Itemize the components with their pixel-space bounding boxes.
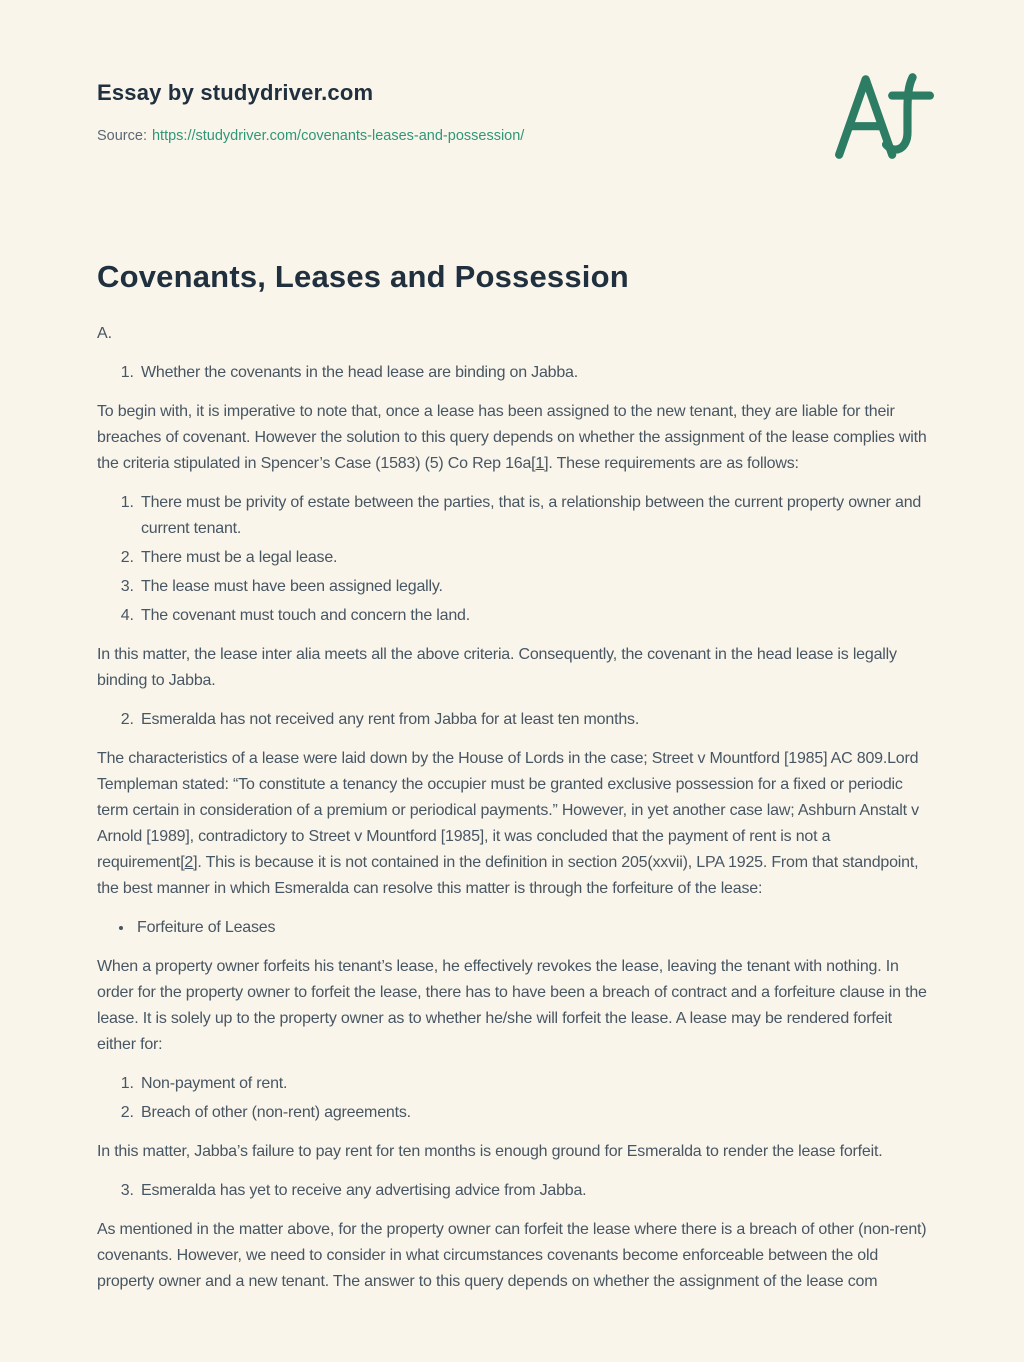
text-run: The covenant must touch and concern the land. <box>141 607 470 624</box>
list-item <box>138 490 931 542</box>
list-item <box>138 545 931 571</box>
article-title: Covenants, Leases and Possession <box>97 259 629 294</box>
text-run: There must be a legal lease. <box>141 549 338 566</box>
text-run: . This is because it is not contained in the definition in section 205(xxvii), LPA 1925. From that standpoint, the best manner in which Esmeralda can resolve this matter is through the forfeiture of the lease: <box>97 854 919 897</box>
list-item <box>138 1178 931 1204</box>
list-item <box>134 915 931 941</box>
source-line <box>97 128 931 144</box>
paragraph <box>97 954 931 1058</box>
text-run: When a property owner forfeits his tenant’s lease, he effectively revokes the lease, leaving the tenant with nothing. In order for the property owner to forfeit the lease, there has to have been a breach of contract and a forfeiture clause in the lease. It is solely up to the property owner as to whether he/she will forfeit the lease. A lease may be rendered forfeit either for: <box>97 958 927 1053</box>
studydriver-logo-glyph <box>832 68 934 164</box>
bullet-list <box>97 915 931 941</box>
list-item <box>138 603 931 629</box>
document-header-title: Essay by studydriver.com <box>97 80 374 105</box>
paragraph <box>97 1139 931 1165</box>
list-item <box>138 360 931 386</box>
source-label: Source: <box>97 128 147 144</box>
paragraph <box>97 746 931 902</box>
text-run: As mentioned in the matter above, for the property owner can forfeit the lease where there is a breach of other (non-rent) covenants. However, we need to consider in what circumstances covenants become enforceable between the old property owner and a new tenant. The answer to this query depends on whether the assignment of the lease com <box>97 1221 927 1290</box>
text-run: To begin with, it is imperative to note that, once a lease has been assigned to the new tenant, they are liable for their breaches of covenant. However the solution to this query depends on whether the assignment of the lease complies with the criteria stipulated in Spencer’s Case (1583) (5) Co Rep 16a <box>97 403 927 472</box>
text-run: Esmeralda has yet to receive any advertising advice from Jabba. <box>141 1182 587 1199</box>
studydriver-logo <box>832 68 934 164</box>
ordered-list <box>97 1071 931 1126</box>
text-run: Esmeralda has not received any rent from Jabba for at least ten months. <box>141 711 640 728</box>
text-run: In this matter, the lease inter alia meets all the above criteria. Consequently, the covenant in the head lease is legally binding to Jabba. <box>97 646 897 689</box>
article-content <box>97 360 931 1295</box>
text-run: The characteristics of a lease were laid down by the House of Lords in the case; Street v Mountford [1985] AC 809.Lord Templeman stated: “To constitute a tenancy the occupier must be granted exclusive possession for a fixed or periodic term certain in consideration of a premium or periodical payments.” However, in yet another case law; Ashburn Anstalt v Arnold [1989], contradictory to Street v Mountford [1985], it was concluded that the payment of rent is not a requirement <box>97 750 919 871</box>
paragraph <box>97 399 931 477</box>
text-run: Breach of other (non-rent) agreements. <box>141 1104 411 1121</box>
list-item <box>138 574 931 600</box>
list-item <box>138 1071 931 1097</box>
paragraph <box>97 642 931 694</box>
text-run: Whether the covenants in the head lease are binding on Jabba. <box>141 364 579 381</box>
footnote-link[interactable]: [1] <box>531 455 549 472</box>
text-run: In this matter, Jabba’s failure to pay rent for ten months is enough ground for Esmeralda to render the lease forfeit. <box>97 1143 883 1160</box>
ordered-list <box>97 360 931 386</box>
section-label: A. <box>97 325 113 342</box>
list-item <box>138 1100 931 1126</box>
footnote-link[interactable]: [2] <box>180 854 198 871</box>
source-url-link[interactable]: https://studydriver.com/covenants-leases-and-possession/ <box>151 128 525 144</box>
text-run: The lease must have been assigned legally. <box>141 578 443 595</box>
text-run: There must be privity of estate between the parties, that is, a relationship between the current property owner and current tenant. <box>141 494 922 537</box>
ordered-list <box>97 1178 931 1204</box>
text-run: Non-payment of rent. <box>141 1075 288 1092</box>
ordered-list <box>97 490 931 629</box>
text-run: . These requirements are as <box>548 455 743 472</box>
paragraph <box>97 1217 931 1295</box>
text-run: follows: <box>742 455 799 472</box>
text-run: Forfeiture of Leases <box>137 919 276 936</box>
ordered-list <box>97 707 931 733</box>
list-item <box>138 707 931 733</box>
